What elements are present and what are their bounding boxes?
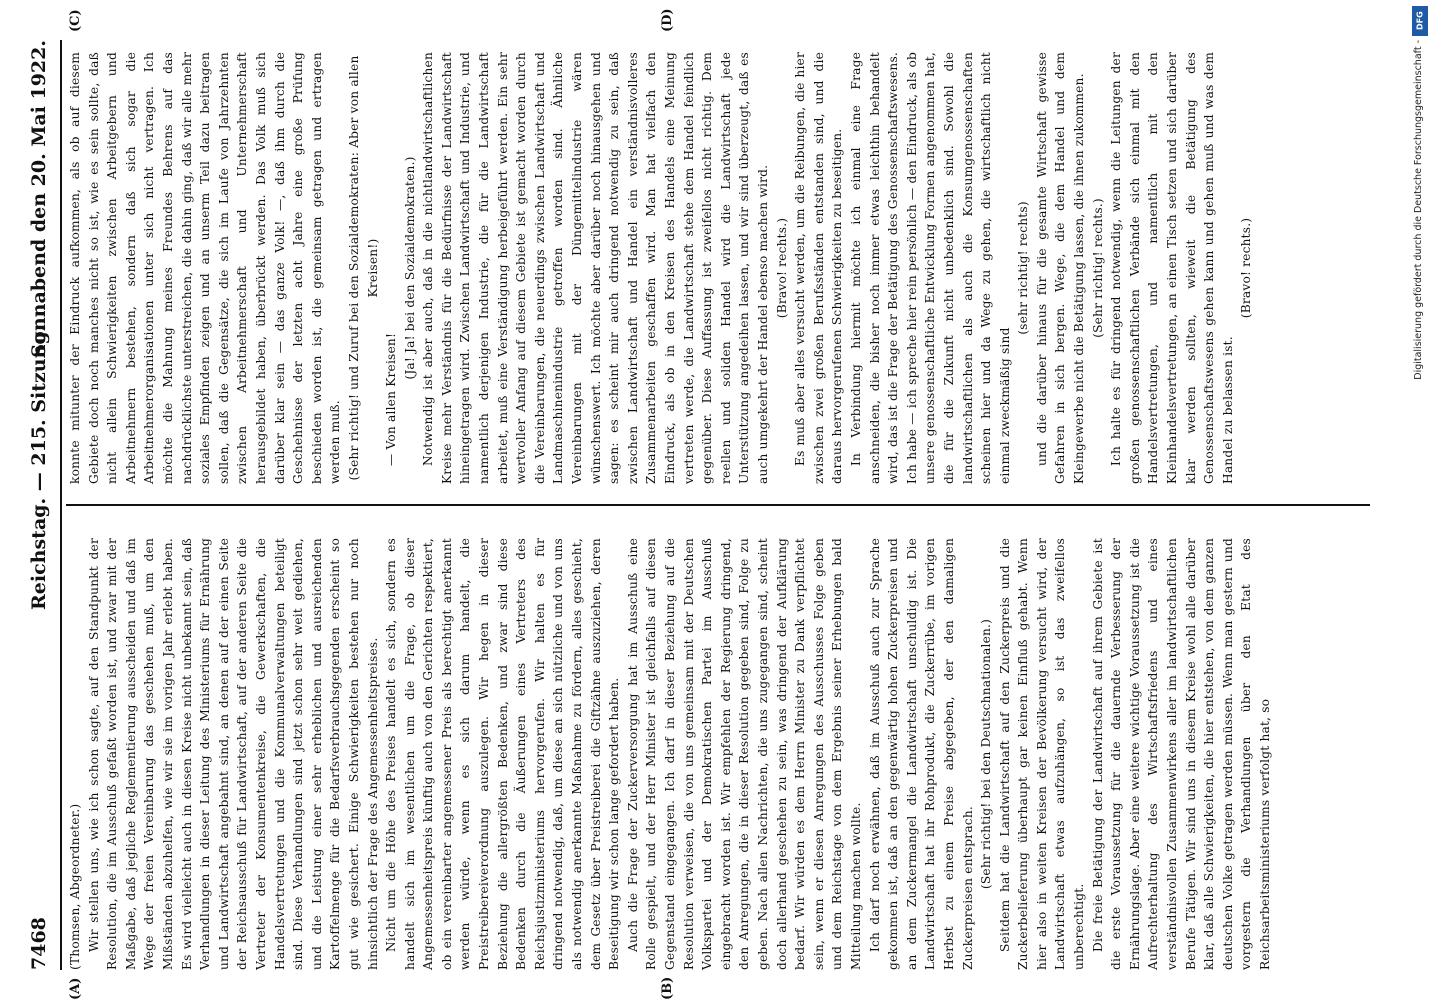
margin-marker-c: (C) xyxy=(68,9,83,32)
paragraph: konnte mitunter der Eindruck aufkommen, als ob auf diesem Gebiete doch noch manches nicht so ist, wie es sein sollte, daß nicht allein Schwierigkeiten zwischen Arbeitgebern und Arbeitnehmern bestehen, sondern daß sich sogar die Arbeitnehmerorganisationen unter sich nicht vertragen. Ich möchte die Mahnung meines Freundes Behrens auf das nachdrücklichste unterstreichen, die dahin ging, daß wir alle mehr soziales Empfinden zeigen und an unserm Teil dazu beitragen sollen, daß die Gegensätze, die sich im Laufe von Jahrzehnten zwischen Arbeitnehmerschaft und Unternehmerschaft herausgebildet haben, überbrückt werden. Das Volk muß sich darüber klar sein — das ganze Volk! —, daß ihm durch die Geschehnisse der letzten acht Jahre eine große Prüfung beschieden worden ist, die gemeinsam getragen und ertragen werden muß. xyxy=(68,52,343,484)
dfg-logo-icon: DFG xyxy=(1412,6,1428,36)
interjection: (Sehr richtig! rechts.) xyxy=(1090,198,1105,338)
interjection: (sehr richtig! rechts) xyxy=(1016,201,1031,335)
session-date: Sonnabend den 20. Mai 1922. xyxy=(28,40,50,358)
paragraph: und die darüber hinaus für die gesamte Wirtschaft gewisse Gefahren in sich bergen. Wege, die dem Handel und dem Kleingewerbe nicht die Betätigung lassen, die ihnen zukommen. xyxy=(1034,52,1087,484)
margin-marker-a: (A) xyxy=(68,977,83,1000)
column-divider xyxy=(66,504,1370,506)
paragraph: In Verbindung hiermit möchte ich einmal eine Frage anschneiden, die bisher noch immer etwas leichthin behandelt wird, das ist die Frage der Betätigung des Genossenschaftswesens. Ich habe — ich spreche hier rein persönlich — den Eindruck, als ob unsere genossenschaftliche Entwicklung Formen angenommen hat, die für die Zukunft nicht unbedenklich sind. Sowohl die landwirtschaftlichen als auch die Konsumgenossenschaften scheinen hier und da Wege zu gehen, die wirtschaftlich nicht einmal zweckmäßig sind xyxy=(848,52,1012,484)
margin-marker-b: (B) xyxy=(660,976,675,1000)
paragraph: Seitdem hat die Landwirtschaft auf den Zuckerpreis und die Zuckerbelieferung überhaupt gar keinen Einfluß gehabt. Wenn hier also in weiten Kreisen der Bevölkerung versucht wird, der Landwirtschaft etwas aufzuhängen, so ist das zweifellos unberechtigt. xyxy=(997,538,1087,970)
paragraph: Nicht um die Höhe des Preises handelt es sich, sondern es handelt sich im wesentlichen um die Frage, ob dieser Angemessenheitspreis künftig auch von den Gerichten respektiert, ob ein vereinbarter angemessener Preis als berechtigt anerkannt werden würde, wenn es sich darum handelt, die Preistreibereiverordnung auszulegen. Wir hegen in dieser Beziehung die allergrößten Bedenken, und zwar sind diese Bedenken durch die Äußerungen eines Vertreters des Reichsjustizministeriums hervorgerufen. Wir halten es für dringend notwendig, daß, um diese an sich nützliche und von uns als notwendig anerkannte Maßnahme zu fördern, alles geschieht, dem Gesetz über Preistreiberei die Giftzähne auszuziehen, deren Beseitigung wir schon lange gefordert haben. xyxy=(384,538,622,970)
right-text-column xyxy=(66,52,1370,484)
interjection: (Sehr richtig! und Zuruf bei den Sozialdemokraten: Aber von allen Kreisen!) xyxy=(346,55,380,481)
interjection: (Sehr richtig! bei den Deutschnationalen.) xyxy=(979,618,994,890)
margin-marker-d: (D) xyxy=(660,8,675,32)
digitization-credit: Digitalisierung gefördert durch die Deutsche Forschungsgemeinschaft - xyxy=(1413,40,1424,380)
interjection: (Bravo! rechts.) xyxy=(1239,217,1254,319)
speaker-label: (Thomsen, Abgeordneter.) xyxy=(68,803,82,970)
paragraph: — Von allen Kreisen! xyxy=(384,332,399,466)
paragraph: Es muß aber alles versucht werden, um die Reibungen, die hier zwischen zwei großen Berufsständen entstanden sind, und die daraus hervorgerufenen Schwierigkeiten zu beseitigen. xyxy=(793,52,845,484)
paragraph: Auch die Frage der Zuckerversorgung hat im Ausschuß eine Rolle gespielt, und der Herr Minister ist gleichfalls auf diesen Gegenstand eingegangen. Ich darf in dieser Beziehung auf die Resolution verweisen, die von uns gemeinsam mit der Deutschen Volkspartei und der Demokratischen Partei im Ausschuß eingebracht worden ist. Wir empfehlen der Regierung dringend, den Anregungen, die in dieser Resolution gegeben sind, Folge zu geben. Nach allen Nachrichten, die uns zugegangen sind, scheint doch allerhand geschehen zu sein, was dringend der Aufklärung bedarf. Wir würden es dem Herrn Minister zu Dank verpflichtet sein, wenn er diesen Anregungen des Ausschusses Folge geben und dem Reichstage von dem Ergebnis seiner Erhebungen bald Mitteilung machen wollte. xyxy=(625,538,863,970)
page-header xyxy=(20,40,60,970)
digitization-sidebar xyxy=(1406,0,1432,1000)
header-rule xyxy=(60,40,62,970)
paragraph: Notwendig ist aber auch, daß in die nichtlandwirtschaftlichen Kreise mehr Verständnis für die Bedürfnisse der Landwirtschaft hineingetragen wird. Zwischen Landwirtschaft und Industrie, und namentlich derjenigen Industrie, die für die Landwirtschaft arbeitet, muß eine Verständigung herbeigeführt werden. Ein sehr wertvoller Anfang auf diesem Gebiete ist gemacht worden durch die Vereinbarungen, die neuerdings zwischen Landwirtschaft und Landmaschinenindustrie getroffen worden sind. Ähnliche Vereinbarungen mit der Düngemittelindustrie wären wünschenswert. Ich möchte aber darüber noch hinausgehen und sagen: es scheint mir auch dringend notwendig zu sein, daß zwischen Landwirtschaft und Handel ein verständnisvolleres Zusammenarbeiten geschaffen wird. Man hat vielfach den Eindruck, als ob in den Kreisen des Handels eine Meinung vertreten werde, die Landwirtschaft stehe dem Handel feindlich gegenüber. Diese Auffassung ist zweifellos nicht richtig. Dem reellen und soliden Handel wird die Landwirtschaft jede Unterstützung angedeihen lassen, und wir sind überzeugt, daß es auch umgekehrt der Handel ebenso machen wird. xyxy=(421,52,770,484)
left-text-column xyxy=(66,538,1370,970)
interjection: (Ja! Ja! bei den Sozialdemokraten.) xyxy=(402,156,417,380)
session-title: Reichstag. — 215. Sitzung. xyxy=(28,324,50,610)
interjection: (Bravo! rechts.) xyxy=(774,217,789,319)
paragraph: Ich halte es für dringend notwendig, wenn die Leitungen der großen genossenschaftlichen Verbände sich einmal mit den Handelsvertretungen, und namentlich mit den Kleinhandelsvertretungen, an einen Tisch setzen und sich darüber klar werden sollten, wieweit die Betätigung des Genossenschaftswesens gehen kann und gehen muß und was dem Handel zu belassen ist. xyxy=(1109,52,1235,484)
paragraph: Ich darf noch erwähnen, daß im Ausschuß auch zur Sprache gekommen ist, daß an den gegenwärtig hohen Zuckerpreisen und an dem Zuckermangel die Landwirtschaft unschuldig ist. Die Landwirtschaft hat ihr Rohprodukt, die Zuckerrübe, im vorigen Herbst zu einem Preise abgegeben, der den damaligen Zuckerpreisen entsprach. xyxy=(867,538,975,970)
page-number: 7468 xyxy=(28,917,50,970)
paragraph: Die freie Betätigung der Landwirtschaft auf ihrem Gebiete ist die erste Voraussetzung für die dauernde Verbesserung der Ernährungslage. Aber eine weitere wichtige Voraussetzung ist die Aufrechterhaltung des Wirtschaftsfriedens und eines verständnisvollen Zusammenwirkens aller im landwirtschaftlichen Berufe Tätigen. Wir sind uns in diesem Kreise wohl alle darüber klar, daß alle Schwierigkeiten, die hier entstehen, von dem ganzen deutschen Volke getragen werden müssen. Wenn man gestern und vorgestern die Verhandlungen über den Etat des Reichsarbeitsministeriums verfolgt hat, so xyxy=(1090,538,1272,970)
paragraph: Wir stellen uns, wie ich schon sagte, auf den Standpunkt der Resolution, die im Ausschuß gefaßt worden ist, und zwar mit der Maßgabe, daß jegliche Reglementierung ausscheiden und daß im Wege der freien Vereinbarung das geschehen muß, um den Mißständen abzuhelfen, wie wir sie im vorigen Jahr erlebt haben. Es wird vielleicht auch in diesen Kreise nicht unbekannt sein, daß Verhandlungen in dieser Leitung des Ministeriums für Ernährung und Landwirtschaft angebahnt sind, an denen auf der einen Seite der Reichsausschuß für Landwirtschaft, auf der anderen Seite die Vertreter der Konsumentenkreise, die Gewerkschaften, die Handelsvertretungen und die Kommunalverwaltungen beteiligt sind. Diese Verhandlungen sind jetzt schon sehr weit gediehen, und die Leistung einer sehr erheblichen und ausreichenden Kartoffelmenge für die Bedarfsverbrauchsgegenden erscheint so gut wie gesichert. Einige Schwierigkeiten bestehen nur noch hinsichtlich der Frage des Angemessenheitspreises. xyxy=(86,538,380,970)
